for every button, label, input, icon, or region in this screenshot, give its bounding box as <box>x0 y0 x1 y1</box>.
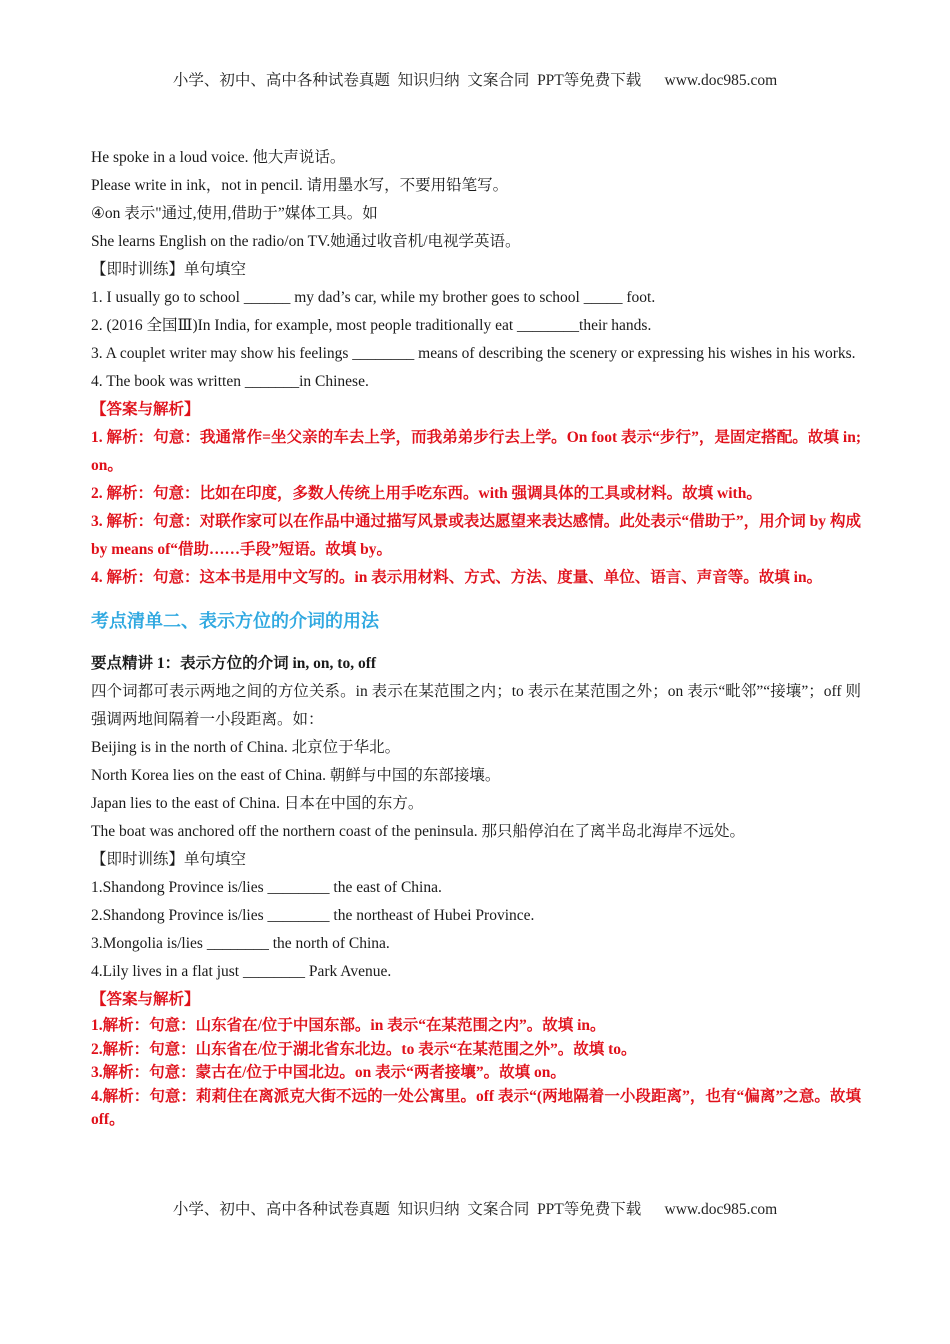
page-footer: 小学、初中、高中各种试卷真题 知识归纳 文案合同 PPT等免费下载 www.doc985.com <box>172 1201 778 1218</box>
document-body <box>91 144 861 1132</box>
question-line: 2.Shandong Province is/lies ________ the northeast of Hubei Province. <box>91 907 535 924</box>
answer-title: 【答案与解析】 <box>91 401 200 418</box>
section-heading: 考点清单二、表示方位的介词的用法 <box>91 611 379 632</box>
example-line: She learns English on the radio/on TV.她通过收音机/电视学英语。 <box>91 233 521 250</box>
question-line: 1.Shandong Province is/lies ________ the east of China. <box>91 879 442 896</box>
question-line: 1. I usually go to school ______ my dad’s car, while my brother goes to school _____ foot. <box>91 289 656 306</box>
answer-line: 2.解析：句意：山东省在/位于湖北省东北边。to 表示“在某范围之外”。故填 to。 <box>91 1040 637 1058</box>
example-line: The boat was anchored off the northern coast of the peninsula. 那只船停泊在了离半岛北海岸不远处。 <box>91 823 746 840</box>
answer-line: 3.解析：句意：蒙古在/位于中国北边。on 表示“两者接壤”。故填 on。 <box>91 1064 566 1081</box>
page-header: 小学、初中、高中各种试卷真题 知识归纳 文案合同 PPT等免费下载 www.doc985.com <box>172 72 778 89</box>
answer-line: 4. 解析：句意：这本书是用中文写的。in 表示用材料、方式、方法、度量、单位、语言、声音等。故填 in。 <box>91 569 823 586</box>
intro-paragraph: 四个词都可表示两地之间的方位关系。in 表示在某范围之内；to 表示在某范围之外；on 表示“毗邻”“接壤”；off 则强调两地间隔着一小段距离。如： <box>91 683 861 728</box>
practice-title: 【即时训练】单句填空 <box>91 261 247 278</box>
answer-line: 1.解析：句意：山东省在/位于中国东部。in 表示“在某范围之内”。故填 in。 <box>91 1017 606 1034</box>
subheading: 要点精讲 1：表示方位的介词 in, on, to, off <box>91 655 377 672</box>
question-line: 4. The book was written _______in Chinese. <box>91 373 369 390</box>
example-line: Japan lies to the east of China. 日本在中国的东方。 <box>91 795 424 812</box>
answer-line: 2. 解析：句意：比如在印度，多数人传统上用手吃东西。with 强调具体的工具或材料。故填 with。 <box>91 485 762 502</box>
example-line: Please write in ink，not in pencil. 请用墨水写，不要用铅笔写。 <box>91 177 509 194</box>
rule-line: ④on 表示"通过,使用,借助于”媒体工具。如 <box>91 205 378 222</box>
question-line: 4.Lily lives in a flat just ________ Park Avenue. <box>91 963 392 980</box>
example-line: North Korea lies on the east of China. 朝鲜与中国的东部接壤。 <box>91 767 501 784</box>
question-line: 3.Mongolia is/lies ________ the north of China. <box>91 935 390 952</box>
answer-line: 3. 解析：句意：对联作家可以在作品中通过描写风景或表达愿望来表达感情。此处表示“借助于”，用介词 by 构成 by means of“借助……手段”短语。故填 by。 <box>91 513 861 558</box>
example-line: He spoke in a loud voice. 他大声说话。 <box>91 149 346 166</box>
question-line: 3. A couplet writer may show his feelings ________ means of describing the scenery or expressing his wishes in his works. <box>91 345 856 362</box>
practice-title: 【即时训练】单句填空 <box>91 851 247 868</box>
answer-title: 【答案与解析】 <box>91 991 200 1008</box>
example-line: Beijing is in the north of China. 北京位于华北。 <box>91 739 401 756</box>
question-line: 2. (2016 全国Ⅲ)In India, for example, most people traditionally eat ________their hands. <box>91 317 652 334</box>
answer-line: 1. 解析：句意：我通常作=坐父亲的车去上学，而我弟弟步行去上学。On foot 表示“步行”，是固定搭配。故填 in; on。 <box>91 429 861 474</box>
answer-line: 4.解析：句意：莉莉住在离派克大街不远的一处公寓里。off 表示“(两地隔着一小段距离”，也有“偏离”之意。故填 off。 <box>91 1087 861 1128</box>
